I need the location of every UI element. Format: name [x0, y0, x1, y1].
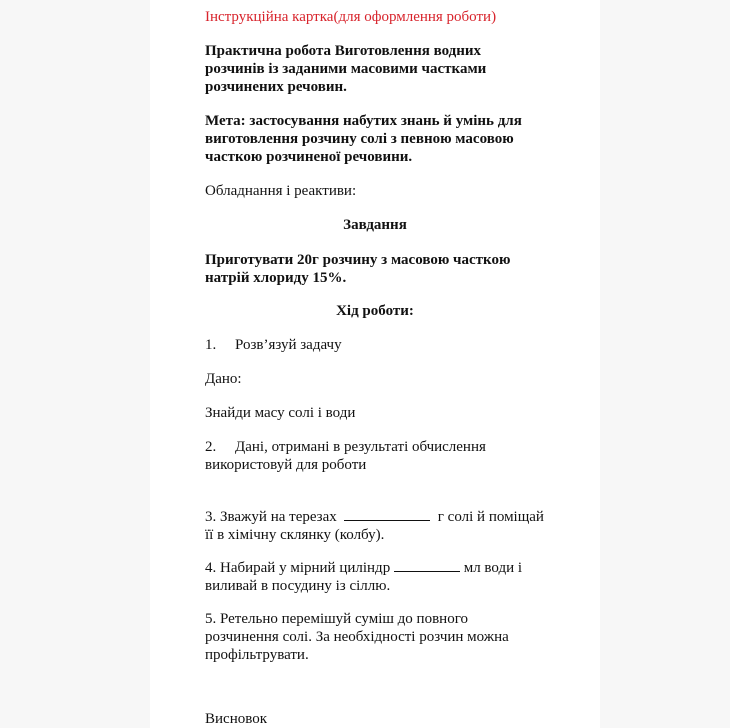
- step-3: [205, 507, 544, 544]
- goal-line-2: виготовлення розчину солі з певною масовою: [205, 131, 514, 147]
- step-4-part-1: 4. Набирай у мірний циліндр: [205, 560, 391, 576]
- step-1: [205, 336, 342, 354]
- title-line-3: розчинених речовин.: [205, 79, 347, 95]
- title-line-1: Практична робота Виготовлення водних: [205, 43, 482, 59]
- goal-line-3: часткою розчиненої речовини.: [205, 149, 413, 165]
- equipment-label: Обладнання і реактиви:: [205, 183, 357, 199]
- step-4-part-2: мл води і: [463, 560, 523, 576]
- mass-blank-field[interactable]: [344, 507, 430, 521]
- step-4: [205, 558, 522, 595]
- given-label: Дано:: [205, 371, 242, 387]
- step-5-line-1: 5. Ретельно перемішуй суміш до повного: [205, 611, 468, 627]
- step-2-number: 2.: [205, 439, 217, 455]
- procedure-heading: Хід роботи:: [336, 303, 414, 319]
- step-3-line-2: її в хімічну склянку (колбу).: [205, 527, 385, 543]
- step-2-line-1: Дані, отримані в результаті обчислення: [235, 439, 486, 455]
- task-line-1: Приготувати 20г розчину з масовою часткою: [205, 252, 511, 268]
- goal-line-1: Мета: застосування набутих знань й умінь для: [205, 113, 522, 129]
- step-1-number: 1.: [205, 337, 217, 353]
- practical-work-title: [205, 42, 486, 96]
- instruction-card-header: Інструкційна картка(для оформлення роботи): [205, 9, 497, 25]
- task-heading: Завдання: [343, 217, 407, 233]
- task-paragraph: [205, 251, 510, 287]
- step-5-line-2: розчинення солі. За необхідності розчин можна: [205, 629, 509, 645]
- conclusion-label: Висновок: [205, 711, 267, 727]
- title-line-2: розчинів із заданими масовими частками: [205, 61, 487, 77]
- step-5-line-3: профільтрувати.: [205, 647, 309, 663]
- volume-blank-field[interactable]: [394, 558, 460, 572]
- step-3-part-1: 3. Зважуй на терезах: [205, 509, 337, 525]
- step-2: [205, 438, 486, 474]
- goal-paragraph: [205, 112, 522, 166]
- step-1-text: Розв’язуй задачу: [235, 337, 342, 353]
- step-5: [205, 610, 509, 664]
- task-line-2: натрій хлориду 15%.: [205, 270, 347, 286]
- step-3-part-2: г солі й поміщай: [437, 509, 544, 525]
- step-2-line-2: використовуй для роботи: [205, 457, 367, 473]
- step-4-line-2: виливай в посудину із сіллю.: [205, 578, 391, 594]
- find-instruction: Знайди масу солі і води: [205, 405, 356, 421]
